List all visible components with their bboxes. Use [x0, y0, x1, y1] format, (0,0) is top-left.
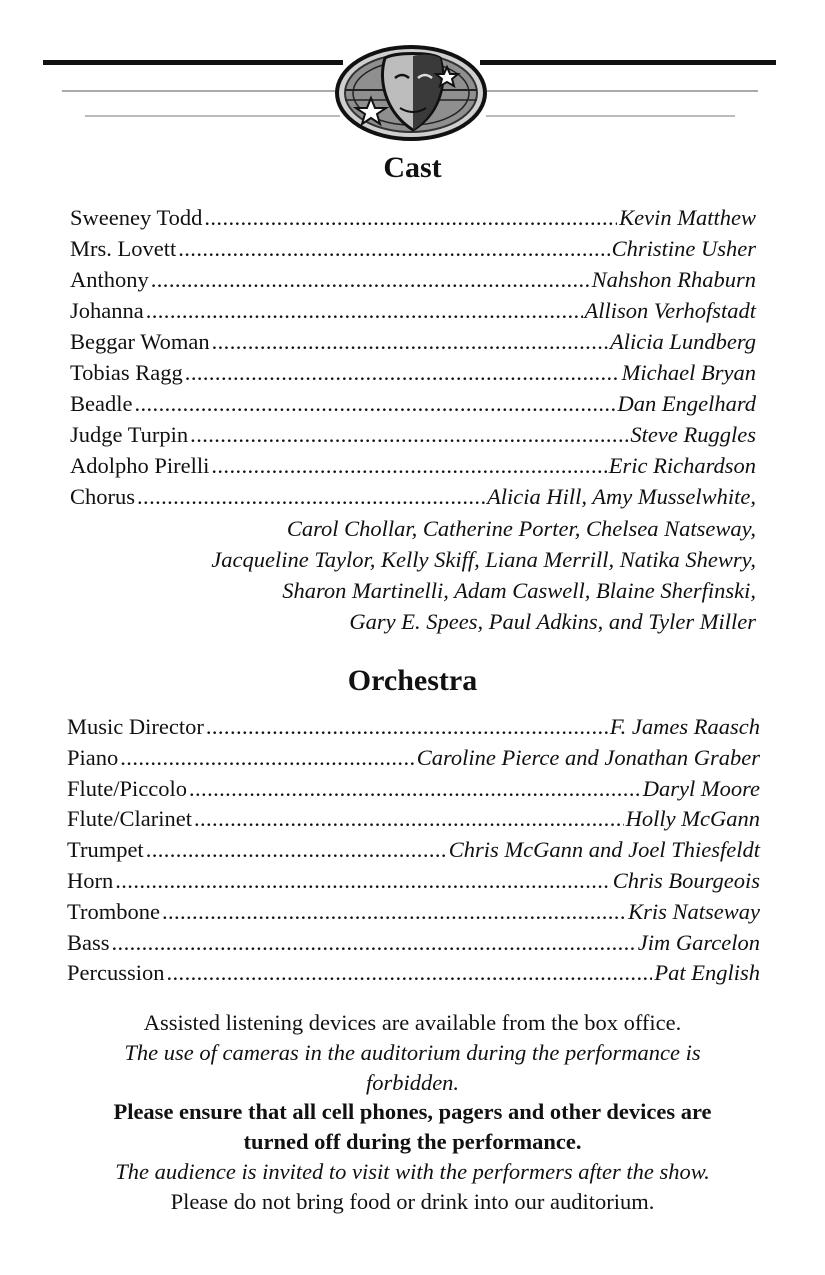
- cast-row: [70, 419, 756, 450]
- orchestra-row: [67, 896, 760, 927]
- theater-masks-emblem-icon: [337, 47, 485, 139]
- instrument-name: Flute/Piccolo: [67, 775, 187, 801]
- instrument-name: Trumpet: [67, 837, 144, 863]
- orchestra-row: [67, 711, 760, 742]
- role-name: Judge Turpin: [70, 422, 189, 447]
- player-name: Kris Natseway: [628, 898, 760, 924]
- notices: [40, 1008, 785, 1217]
- player-name: Daryl Moore: [642, 775, 760, 801]
- actor-name: Eric Richardson: [608, 453, 756, 478]
- role-name: Tobias Ragg: [70, 360, 183, 385]
- header-rule: [0, 0, 825, 150]
- chorus-members: [211, 513, 756, 637]
- instrument-name: Piano: [67, 744, 119, 770]
- role-name: Adolpho Pirelli: [70, 453, 210, 478]
- actor-name: Allison Verhofstadt: [584, 298, 756, 323]
- dot-leader: [167, 957, 653, 988]
- dot-leader: [137, 481, 485, 512]
- actor-name: Alicia Hill, Amy Musselwhite,: [487, 484, 756, 509]
- orchestra-row: [67, 957, 760, 988]
- dot-leader: [190, 419, 628, 450]
- role-name: Beggar Woman: [70, 329, 210, 354]
- cast-heading: Cast: [383, 151, 442, 184]
- cast-row: [70, 481, 756, 512]
- instrument-name: Percussion: [67, 960, 165, 986]
- cast-list: [70, 202, 756, 512]
- cast-row: [70, 388, 756, 419]
- instrument-name: Flute/Clarinet: [67, 806, 192, 832]
- food-notice: Please do not bring food or drink into our auditorium.: [170, 1188, 655, 1214]
- cast-row: [70, 357, 756, 388]
- dot-leader: [120, 742, 414, 773]
- cast-row: [70, 450, 756, 481]
- dot-leader: [185, 357, 620, 388]
- role-name: Beadle: [70, 391, 133, 416]
- cast-row: [70, 233, 756, 264]
- actor-name: Nahshon Rhaburn: [591, 267, 756, 292]
- dot-leader: [112, 927, 636, 958]
- instrument-name: Music Director: [67, 714, 204, 739]
- player-name: Jim Garcelon: [637, 929, 760, 955]
- actor-name: Dan Engelhard: [617, 391, 756, 416]
- instrument-name: Trombone: [67, 898, 160, 924]
- player-name: Pat English: [654, 960, 760, 986]
- orchestra-row: [67, 927, 760, 958]
- dot-leader: [115, 865, 610, 896]
- dot-leader: [206, 711, 608, 742]
- role-name: Sweeney Todd: [70, 205, 203, 230]
- instrument-name: Bass: [67, 929, 110, 955]
- header-ornament: [0, 0, 825, 150]
- dot-leader: [211, 450, 606, 481]
- dot-leader: [146, 834, 447, 865]
- visit-notice: The audience is invited to visit with the performers after the show.: [115, 1158, 710, 1184]
- actor-name: Michael Bryan: [621, 360, 756, 385]
- player-name: Caroline Pierce and Jonathan Graber: [416, 744, 760, 770]
- cast-row: [70, 326, 756, 357]
- role-name: Johanna: [70, 298, 144, 323]
- dot-leader: [204, 202, 617, 233]
- dot-leader: [146, 295, 583, 326]
- dot-leader: [162, 896, 626, 927]
- chorus-line: Carol Chollar, Catherine Porter, Chelsea Natseway,: [286, 516, 756, 541]
- orchestra-row: [67, 803, 760, 834]
- orchestra-row: [67, 865, 760, 896]
- dot-leader: [194, 803, 624, 834]
- cast-row: [70, 202, 756, 233]
- actor-name: Christine Usher: [611, 236, 756, 261]
- chorus-line: Gary E. Spees, Paul Adkins, and Tyler Miller: [349, 609, 756, 634]
- phone-notice: Please ensure that all cell phones, pagers and other devices are turned off during the performance.: [113, 1099, 712, 1155]
- listening-notice: Assisted listening devices are available from the box office.: [143, 1010, 682, 1035]
- orchestra-row: [67, 834, 760, 865]
- role-name: Anthony: [70, 267, 149, 292]
- dot-leader: [134, 388, 615, 419]
- actor-name: Steve Ruggles: [630, 422, 756, 447]
- cast-row: [70, 264, 756, 295]
- instrument-name: Horn: [67, 867, 114, 893]
- role-name: Chorus: [70, 484, 136, 509]
- dot-leader: [189, 773, 641, 804]
- camera-notice: The use of cameras in the auditorium during the performance is forbidden.: [124, 1039, 701, 1095]
- orchestra-row: [67, 742, 760, 773]
- actor-name: Kevin Matthew: [619, 205, 756, 230]
- player-name: Chris McGann and Joel Thiesfeldt: [448, 837, 760, 863]
- dot-leader: [212, 326, 608, 357]
- orchestra-list: [67, 711, 760, 988]
- player-name: Holly McGann: [625, 806, 760, 832]
- role-name: Mrs. Lovett: [70, 236, 177, 261]
- dot-leader: [178, 233, 609, 264]
- player-name: Chris Bourgeois: [612, 867, 760, 893]
- actor-name: Alicia Lundberg: [609, 329, 756, 354]
- orchestra-row: [67, 773, 760, 804]
- orchestra-heading: Orchestra: [347, 664, 478, 697]
- chorus-line: Jacqueline Taylor, Kelly Skiff, Liana Merrill, Natika Shewry,: [211, 547, 756, 572]
- dot-leader: [151, 264, 590, 295]
- cast-row: [70, 295, 756, 326]
- chorus-line: Sharon Martinelli, Adam Caswell, Blaine Sherfinski,: [282, 578, 756, 603]
- player-name: F. James Raasch: [609, 714, 760, 739]
